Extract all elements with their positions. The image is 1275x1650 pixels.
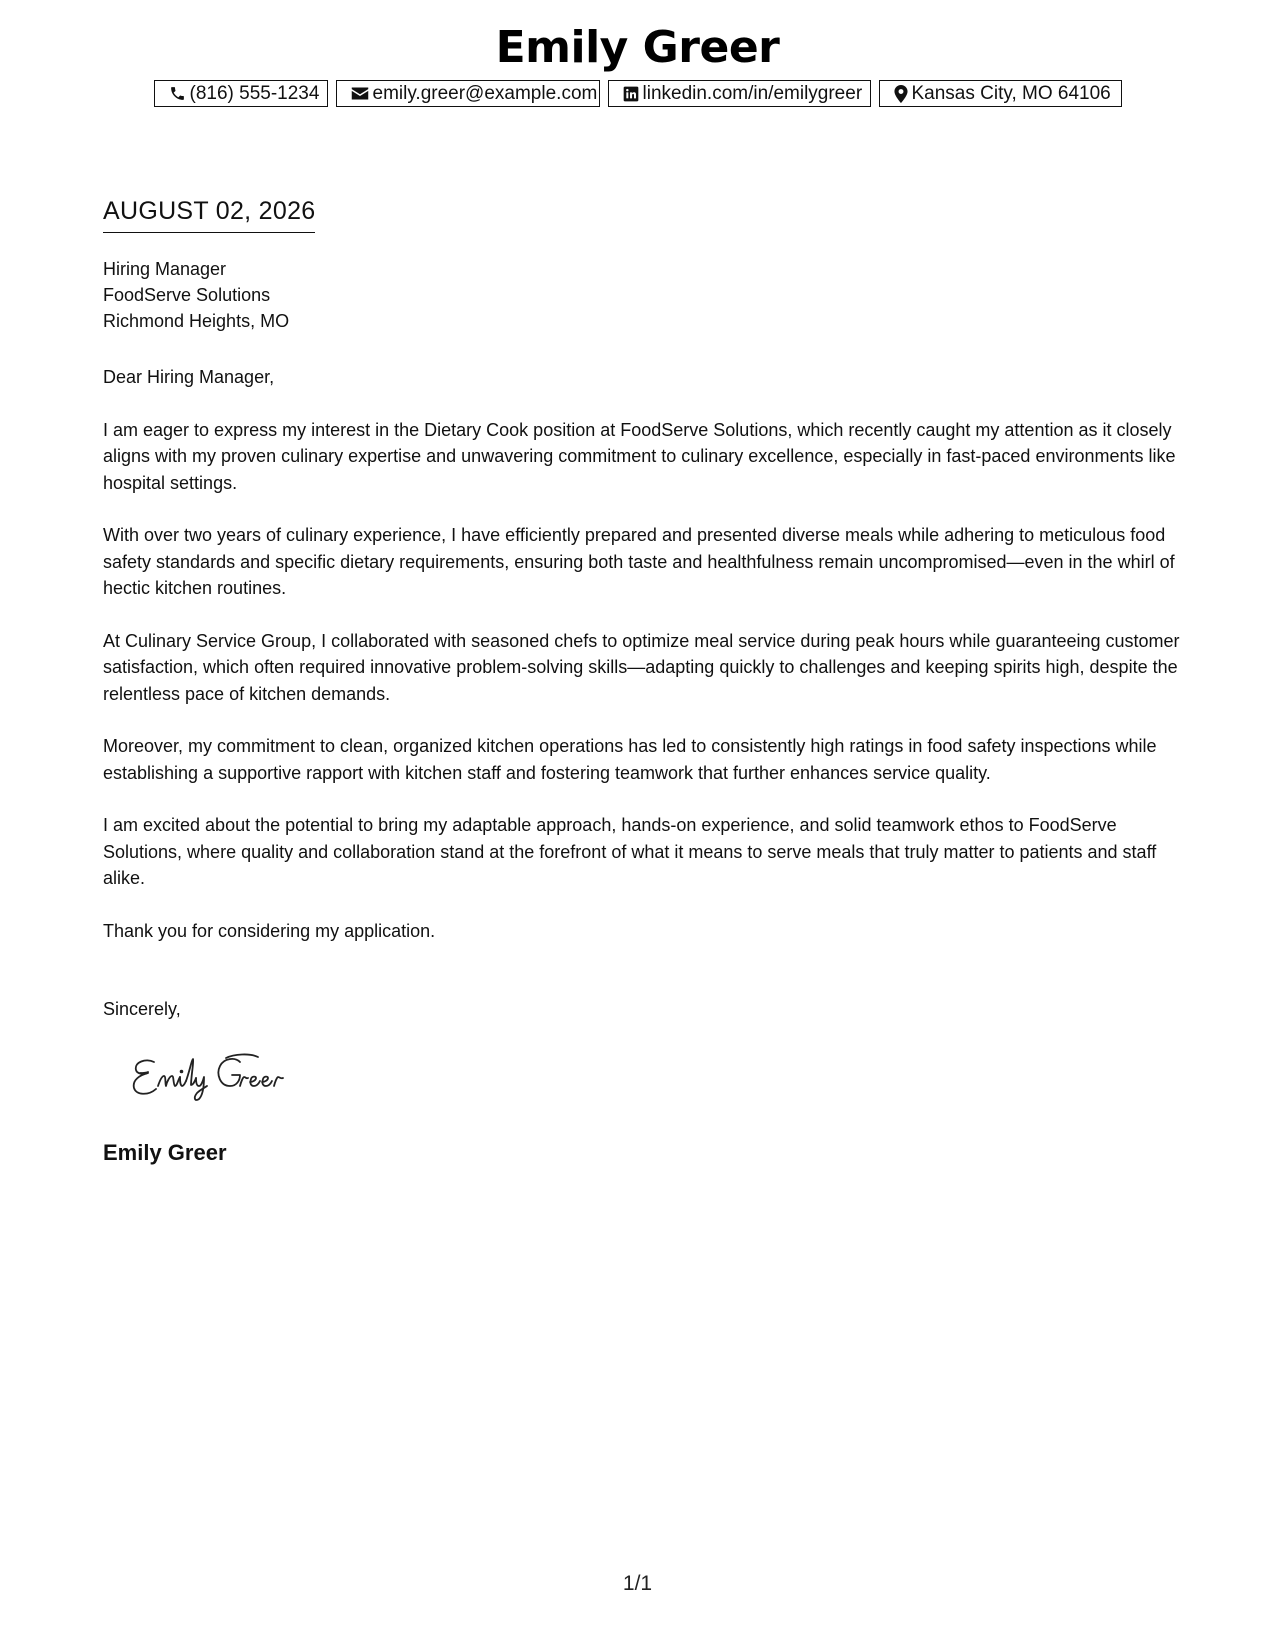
body-paragraph: With over two years of culinary experience, I have efficiently prepared and presented diverse meals while adhering to meticulous food safety standards and specific dietary requirements, ensuring both taste and healthfulness remain uncompromised—even in the whirl of hectic kitchen routines. — [103, 525, 1175, 598]
contact-phone — [154, 80, 328, 107]
map-pin-icon — [894, 85, 908, 103]
body-paragraph: At Culinary Service Group, I collaborated with seasoned chefs to optimize meal service during peak hours while guaranteeing customer satisfaction, which often required innovative problem-solving skills—adapting quickly to challenges and keeping spirits high, despite the relentless pace of kitchen demands. — [103, 630, 1180, 704]
contact-linkedin — [608, 80, 871, 107]
contact-location — [879, 80, 1122, 107]
email-text: emily.greer@example.com — [372, 82, 598, 104]
linkedin-icon — [623, 86, 639, 102]
recipient-title: Hiring Manager — [103, 259, 227, 279]
body-paragraph: Thank you for considering my application. — [103, 920, 436, 941]
phone-text: (816) 555-1234 — [189, 82, 320, 104]
page-number: 1/1 — [622, 1572, 653, 1595]
phone-icon — [169, 85, 186, 102]
body-paragraph: I am excited about the potential to bring my adaptable approach, hands-on experience, and solid teamwork ethos to FoodServe Solutions, where quality and collaboration stand at the forefront of what it means to serve meals that truly matter to patients and staff alike. — [103, 815, 1157, 888]
signer-name: Emily Greer — [103, 1140, 227, 1165]
recipient-company: FoodServe Solutions — [103, 285, 271, 305]
recipient-block — [103, 256, 289, 334]
letter-date: AUGUST 02, 2026 — [103, 196, 315, 233]
body-paragraph: Moreover, my commitment to clean, organized kitchen operations has led to consistently high ratings in food safety inspections while establishing a supportive rapport with kitchen staff and fostering teamwork that further enhances service quality. — [103, 736, 1157, 783]
contact-email — [336, 80, 600, 107]
closing: Sincerely, — [103, 999, 181, 1019]
linkedin-text: linkedin.com/in/emilygreer — [642, 82, 863, 104]
recipient-location: Richmond Heights, MO — [103, 311, 290, 331]
salutation: Dear Hiring Manager, — [103, 367, 275, 387]
handwritten-signature — [132, 1048, 332, 1106]
contact-bar — [0, 80, 1275, 107]
location-text: Kansas City, MO 64106 — [911, 82, 1111, 104]
envelope-icon — [351, 86, 369, 101]
body-paragraph: I am eager to express my interest in the Dietary Cook position at FoodServe Solutions, which recently caught my attention as it closely aligns with my proven culinary expertise and unwavering commitment to culinary excellence, especially in fast-paced environments like hospital settings. — [103, 419, 1176, 493]
letter-body — [103, 364, 1183, 970]
applicant-name-heading: Emily Greer — [495, 22, 780, 73]
